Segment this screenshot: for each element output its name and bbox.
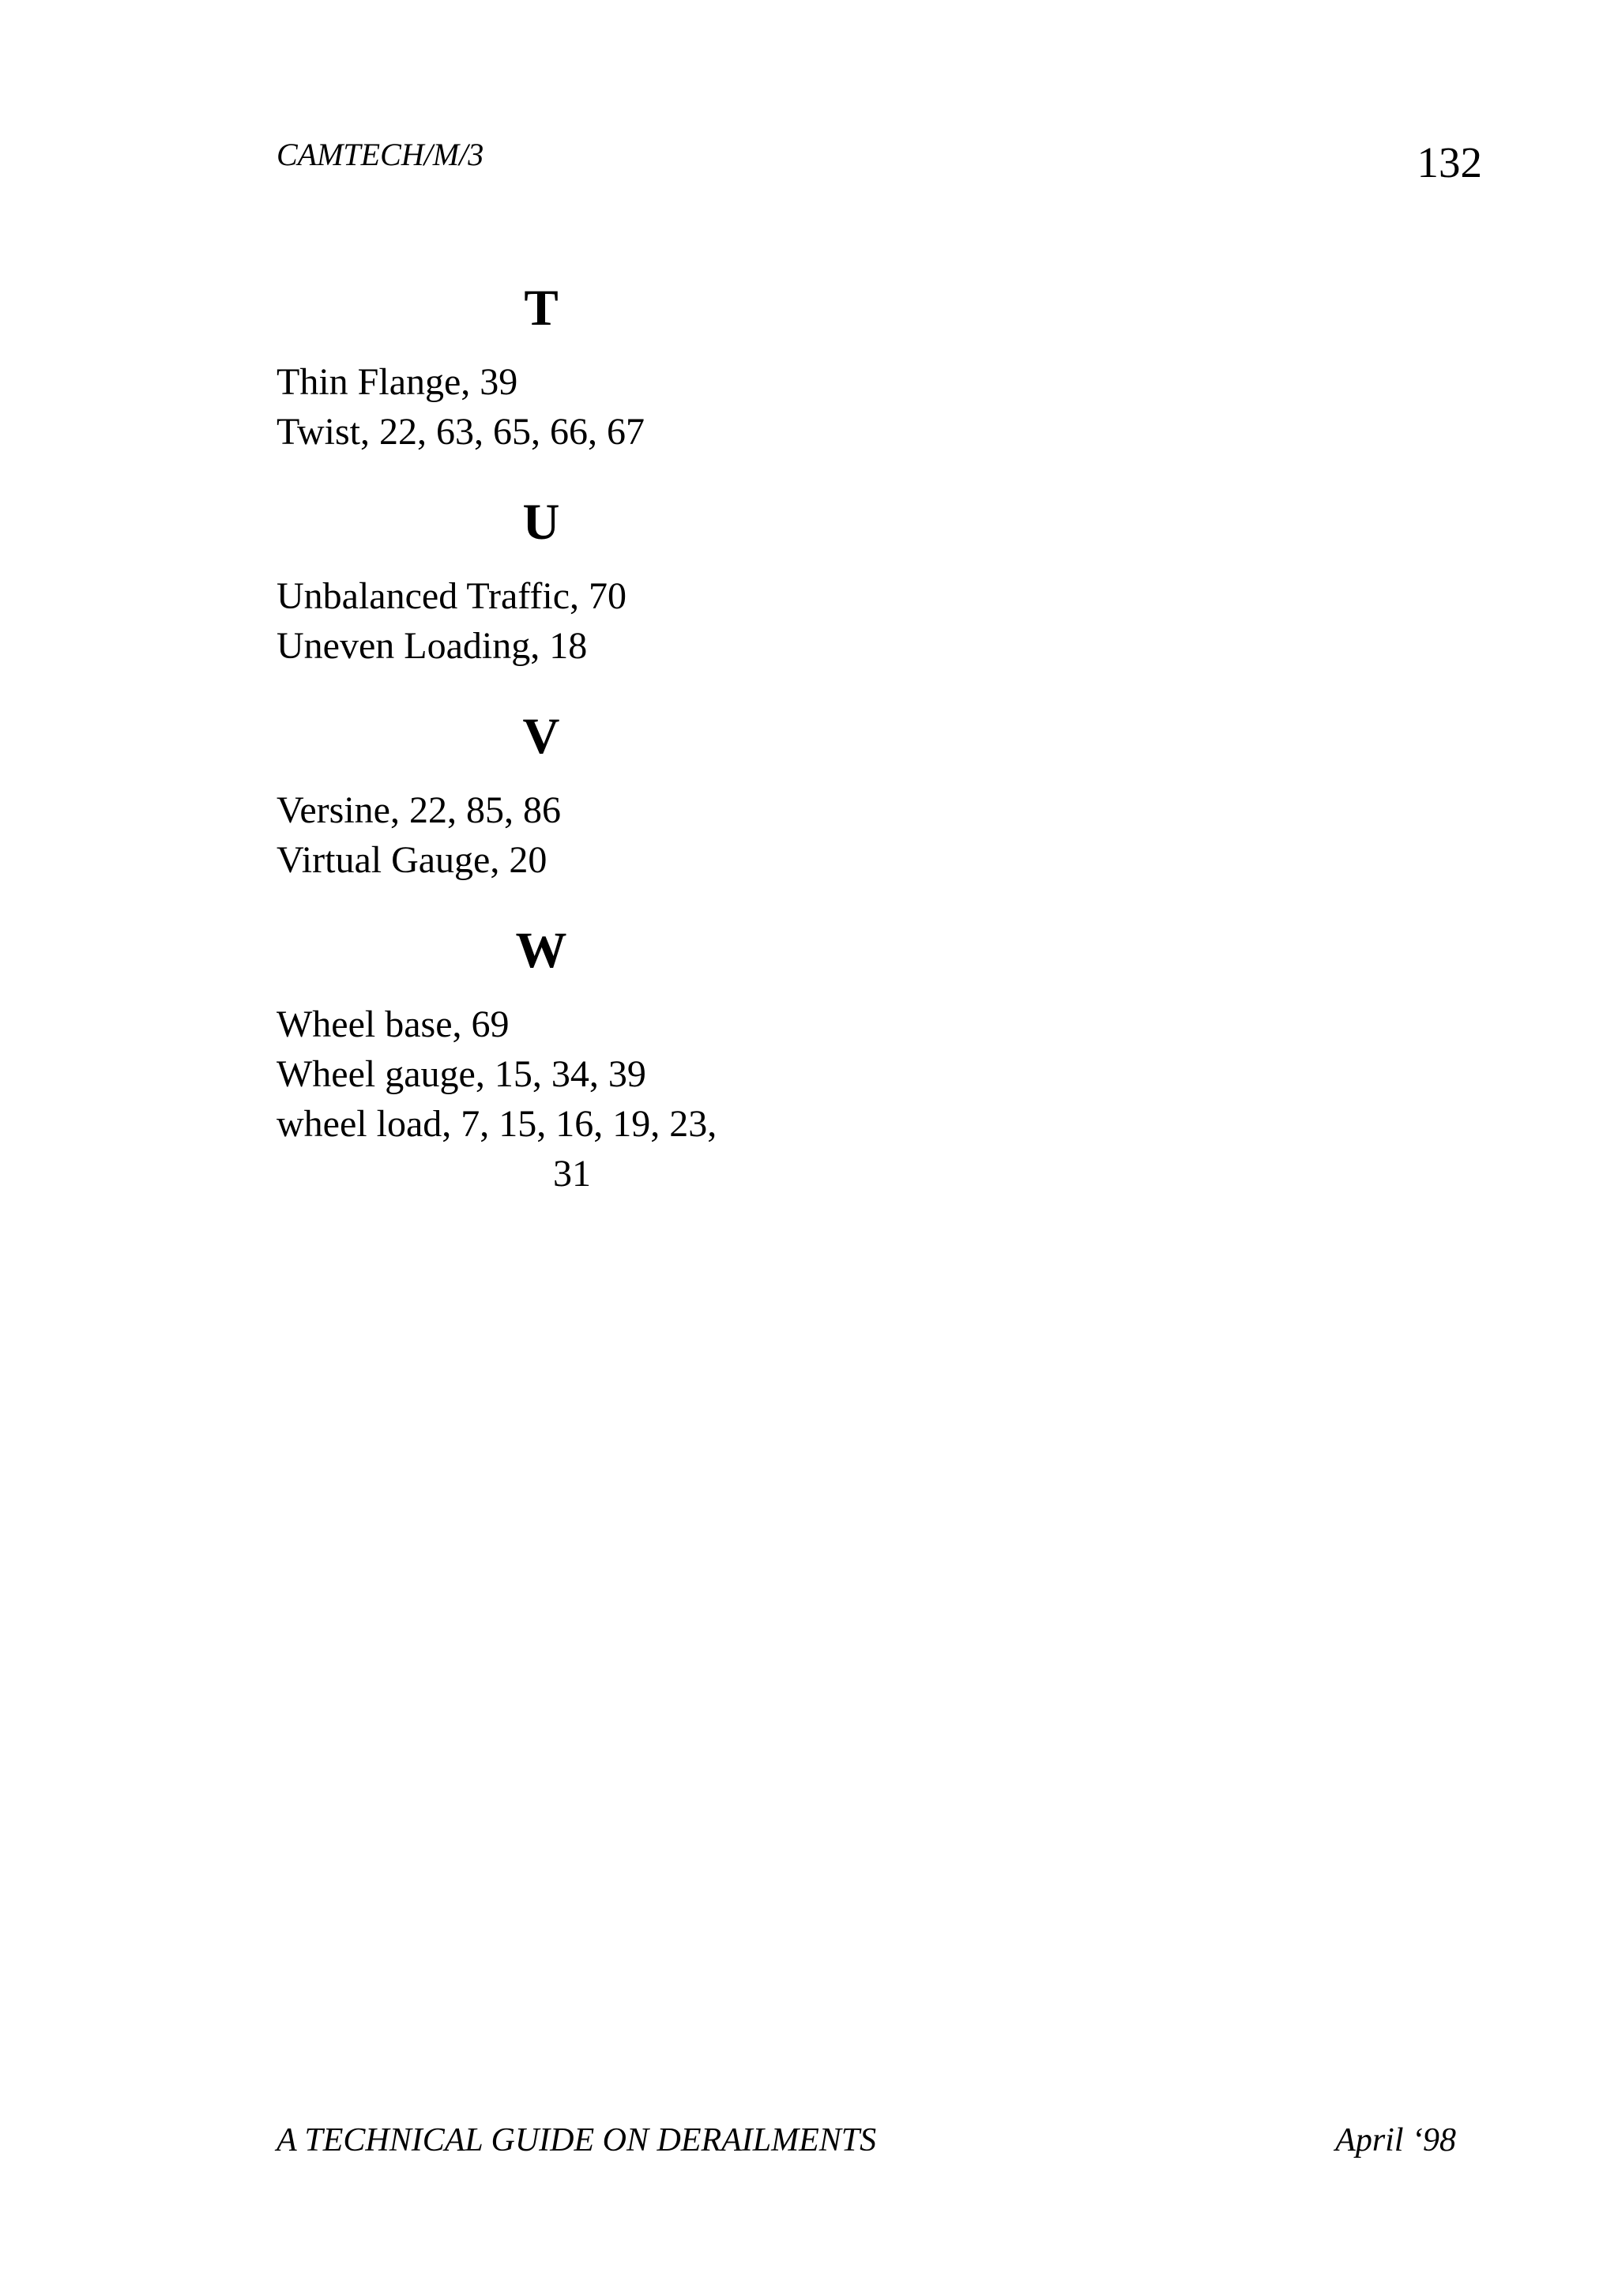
index-entry (277, 1099, 988, 1199)
section-letter: W (515, 922, 567, 979)
index-section-v (277, 705, 988, 885)
section-letter: U (522, 494, 560, 551)
index-entry: Versine, 22, 85, 86 (277, 789, 561, 831)
footer-title: A TECHNICAL GUIDE ON DERAILMENTS (277, 2122, 877, 2159)
index-entry: Twist, 22, 63, 65, 66, 67 (277, 411, 645, 453)
entry-list (277, 999, 988, 1199)
index-entry: Unbalanced Traffic, 70 (277, 575, 627, 617)
page-number: 132 (1417, 138, 1482, 186)
section-letter: V (522, 708, 560, 765)
index-section-w (277, 919, 988, 1199)
entry-list (277, 357, 988, 457)
index-entry: Wheel gauge, 15, 34, 39 (277, 1053, 646, 1095)
entry-list (277, 571, 988, 671)
index-entry: Thin Flange, 39 (277, 361, 518, 403)
index-section-u (277, 491, 988, 671)
entry-list (277, 785, 988, 885)
footer-date: April ‘98 (1335, 2122, 1456, 2159)
document-code: CAMTECH/M/3 (277, 137, 484, 172)
index-entry-continuation: 31 (553, 1153, 591, 1195)
index-entry: Uneven Loading, 18 (277, 625, 588, 667)
index-entry-text: wheel load, 7, 15, 16, 19, 23, (277, 1103, 717, 1145)
index-entry: Wheel base, 69 (277, 1003, 510, 1045)
index-entry: Virtual Gauge, 20 (277, 839, 547, 881)
index-body (277, 277, 988, 1233)
index-section-t (277, 277, 988, 457)
section-letter: T (524, 280, 559, 337)
